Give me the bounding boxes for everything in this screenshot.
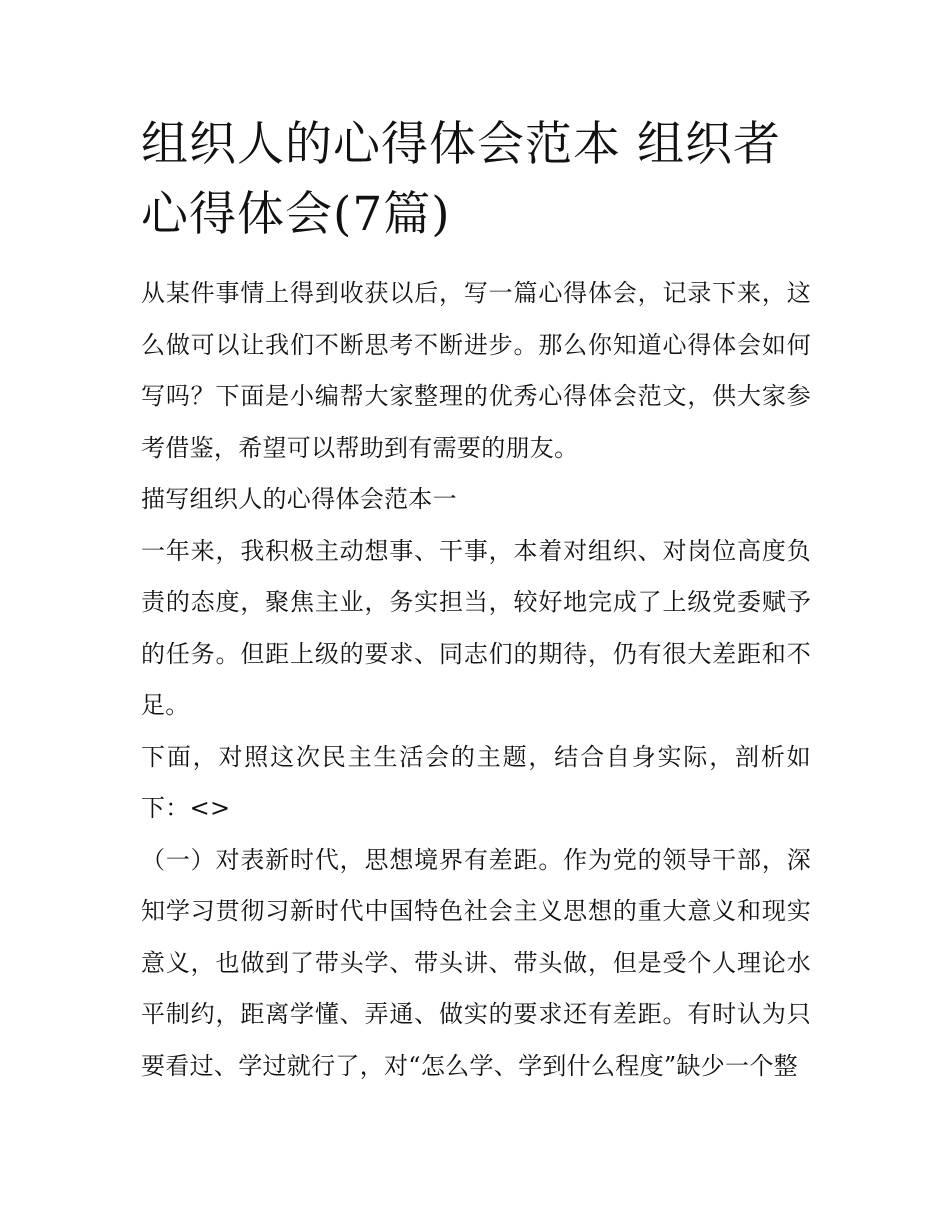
body-paragraph: 一年来，我积极主动想事、干事，本着对组织、对岗位高度负责的态度，聚焦主业，务实担当，较好地完成了上级党委赋予的任务。但距上级的要求、同志们的期待，仍有很大差距和不足。 (141, 536, 811, 719)
document-title: 组织人的心得体会范本 组织者心得体会(7篇) (141, 117, 781, 242)
intro-paragraph: 从某件事情上得到收获以后，写一篇心得体会，记录下来，这么做可以让我们不断思考不断进步。那么你知道心得体会如何写吗？下面是小编帮大家整理的优秀心得体会范文，供大家参考借鉴，希望可以帮助到有需要的朋友。 (141, 279, 811, 462)
section-heading: 描写组织人的心得体会范本一 (141, 485, 457, 513)
body-paragraph: 下面，对照这次民主生活会的主题，结合自身实际，剖析如下：<> (141, 742, 811, 822)
document-body (141, 110, 811, 1092)
body-paragraph: （一）对表新时代，思想境界有差距。作为党的领导干部，深知学习贯彻习新时代中国特色社会主义思想的重大意义和现实意义，也做到了带头学、带头讲、带头做，但是受个人理论水平制约，距离学懂、弄通、做实的要求还有差距。有时认为只要看过、学过就行了，对“怎么学、学到什么程度”缺少一个整 (141, 845, 811, 1080)
